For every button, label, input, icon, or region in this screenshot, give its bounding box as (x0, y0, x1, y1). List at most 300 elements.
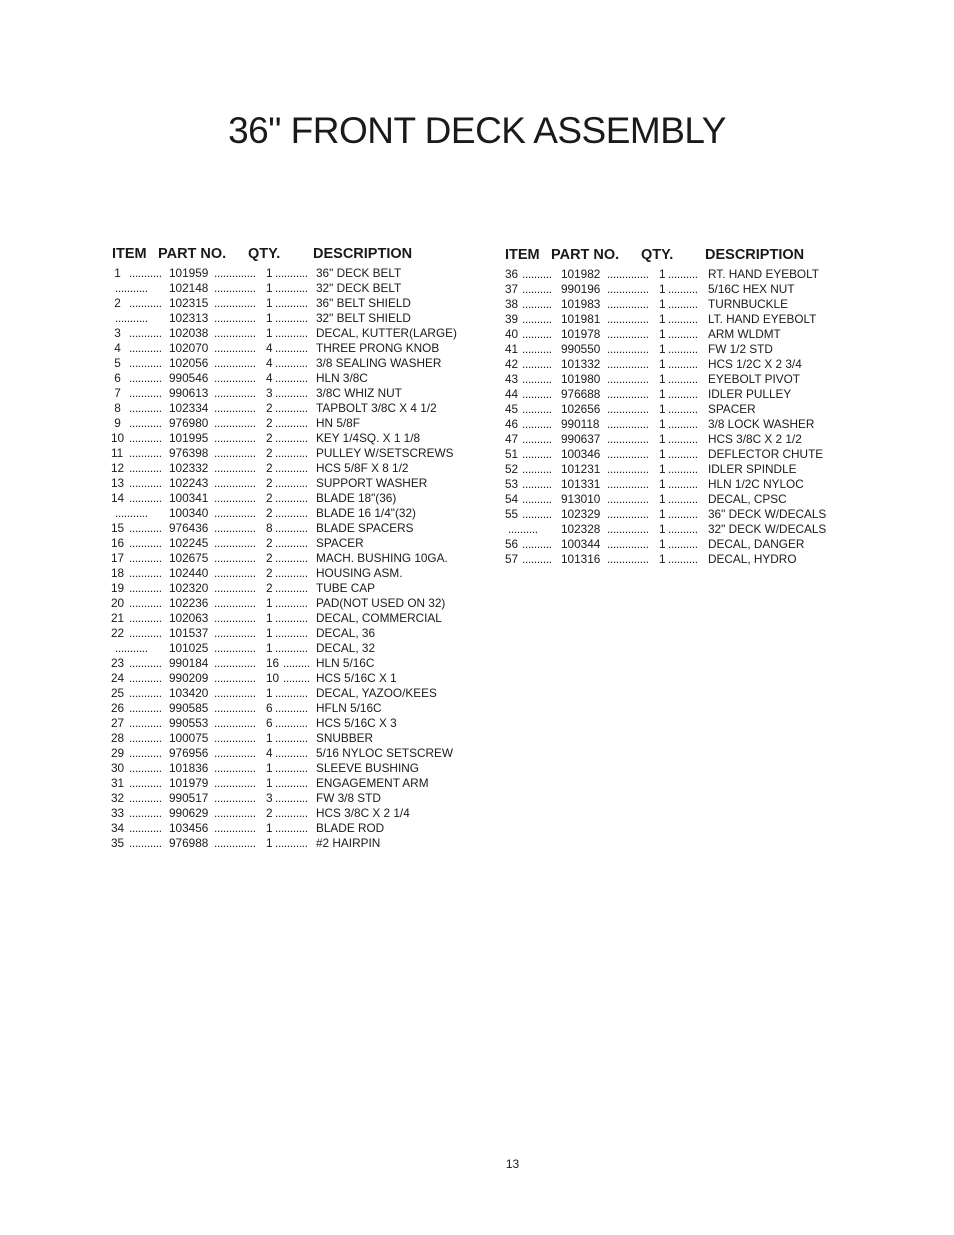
page-title: 36" FRONT DECK ASSEMBLY (228, 110, 726, 151)
description: PULLEY W/SETSCREWS (316, 446, 454, 460)
leader-dots: .............. (214, 416, 256, 430)
leader-dots: .......... (522, 372, 552, 386)
leader-dots: ........... (275, 536, 308, 550)
item-number: 56 (505, 537, 519, 551)
leader-dots: ........... (129, 356, 162, 370)
quantity: 1 (659, 522, 666, 536)
description: HCS 3/8C X 2 1/2 (708, 432, 802, 446)
description: HOUSING ASM. (316, 566, 403, 580)
parts-row (111, 416, 481, 431)
leader-dots: .......... (522, 507, 552, 521)
part-number: 990637 (561, 432, 601, 446)
quantity: 1 (659, 417, 666, 431)
item-number: 12 (111, 461, 125, 475)
leader-dots: ........... (129, 416, 162, 430)
item-number: 5 (111, 356, 121, 370)
item-number: 19 (111, 581, 125, 595)
leader-dots: .......... (668, 357, 698, 371)
leader-dots: .......... (668, 267, 698, 281)
leader-dots: ........... (129, 611, 162, 625)
leader-dots: .......... (668, 522, 698, 536)
item-number: 54 (505, 492, 519, 506)
leader-dots: .......... (522, 387, 552, 401)
quantity: 4 (266, 371, 273, 385)
leader-dots: ........... (275, 371, 308, 385)
quantity: 8 (266, 521, 273, 535)
header-part-no: PART NO. (551, 247, 620, 263)
leader-dots: .......... (668, 282, 698, 296)
description: HCS 3/8C X 2 1/4 (316, 806, 410, 820)
leader-dots: .............. (607, 477, 649, 491)
part-number: 990613 (169, 386, 209, 400)
item-number: 13 (111, 476, 125, 490)
quantity: 2 (266, 416, 273, 430)
leader-dots: .............. (214, 716, 256, 730)
leader-dots: ........... (129, 536, 162, 550)
part-number: 976398 (169, 446, 209, 460)
part-number: 976956 (169, 746, 209, 760)
description: DECAL, YAZOO/KEES (316, 686, 437, 700)
leader-dots: ........... (275, 806, 308, 820)
leader-dots: .............. (214, 701, 256, 715)
leader-dots: ........... (129, 806, 162, 820)
quantity: 6 (266, 701, 273, 715)
description: 36" BELT SHIELD (316, 296, 411, 310)
leader-dots: .......... (668, 417, 698, 431)
quantity: 3 (266, 791, 273, 805)
leader-dots: ........... (275, 581, 308, 595)
part-number: 102656 (561, 402, 601, 416)
part-number: 102313 (169, 311, 209, 325)
item-number: 41 (505, 342, 519, 356)
leader-dots: .............. (607, 507, 649, 521)
header-item: ITEM (505, 247, 540, 263)
parts-row (503, 327, 848, 342)
leader-dots: .............. (214, 671, 256, 685)
item-number: 47 (505, 432, 519, 446)
quantity: 16 (266, 656, 280, 670)
quantity: 2 (266, 566, 273, 580)
item-number: 23 (111, 656, 125, 670)
leader-dots: ........... (129, 521, 162, 535)
leader-dots: ........... (115, 641, 148, 655)
part-number: 102245 (169, 536, 209, 550)
parts-row (111, 311, 481, 326)
leader-dots: ........... (275, 506, 308, 520)
leader-dots: ........... (129, 266, 162, 280)
leader-dots: ........... (115, 506, 148, 520)
quantity: 1 (659, 342, 666, 356)
leader-dots: .......... (522, 462, 552, 476)
leader-dots: ........... (275, 446, 308, 460)
quantity: 2 (266, 806, 273, 820)
parts-row (503, 552, 848, 567)
part-number: 102328 (561, 522, 601, 536)
item-number: 10 (111, 431, 125, 445)
item-number: 37 (505, 282, 519, 296)
part-number: 101231 (561, 462, 601, 476)
leader-dots: .............. (214, 461, 256, 475)
quantity: 1 (659, 507, 666, 521)
description: PAD(NOT USED ON 32) (316, 596, 446, 610)
part-number: 102070 (169, 341, 209, 355)
description: RT. HAND EYEBOLT (708, 267, 820, 281)
leader-dots: .............. (607, 432, 649, 446)
leader-dots: .......... (522, 357, 552, 371)
leader-dots: .............. (214, 626, 256, 640)
description: 3/8 LOCK WASHER (708, 417, 815, 431)
part-number: 100340 (169, 506, 209, 520)
leader-dots: .............. (607, 372, 649, 386)
header-qty: QTY. (248, 246, 281, 262)
quantity: 1 (266, 596, 273, 610)
leader-dots: ........... (275, 431, 308, 445)
parts-row (503, 477, 848, 492)
leader-dots: .......... (508, 522, 538, 536)
description: DECAL, 32 (316, 641, 376, 655)
leader-dots: .............. (214, 551, 256, 565)
parts-row (111, 686, 481, 701)
item-number: 43 (505, 372, 519, 386)
parts-row (503, 342, 848, 357)
quantity: 1 (659, 327, 666, 341)
parts-list-header (503, 247, 848, 266)
item-number: 24 (111, 671, 125, 685)
part-number: 100075 (169, 731, 209, 745)
leader-dots: .......... (668, 372, 698, 386)
part-number: 101981 (561, 312, 601, 326)
parts-row (503, 357, 848, 372)
item-number: 57 (505, 552, 519, 566)
item-number: 22 (111, 626, 125, 640)
part-number: 102334 (169, 401, 209, 415)
parts-row (111, 746, 481, 761)
leader-dots: .............. (607, 357, 649, 371)
parts-row (111, 596, 481, 611)
leader-dots: .............. (214, 776, 256, 790)
parts-row (111, 296, 481, 311)
item-number: 16 (111, 536, 125, 550)
item-number: 2 (111, 296, 121, 310)
leader-dots: .............. (607, 522, 649, 536)
leader-dots: ........... (275, 311, 308, 325)
part-number: 101979 (169, 776, 209, 790)
leader-dots: ........... (275, 476, 308, 490)
leader-dots: .......... (522, 402, 552, 416)
quantity: 1 (659, 387, 666, 401)
quantity: 1 (266, 311, 273, 325)
item-number: 55 (505, 507, 519, 521)
leader-dots: .......... (668, 462, 698, 476)
leader-dots: ........... (275, 761, 308, 775)
parts-rows-left (111, 266, 481, 851)
leader-dots: ........... (129, 746, 162, 760)
leader-dots: .............. (607, 267, 649, 281)
description: HLN 1/2C NYLOC (708, 477, 804, 491)
leader-dots: .............. (214, 566, 256, 580)
parts-row (503, 417, 848, 432)
quantity: 2 (266, 491, 273, 505)
leader-dots: ........... (129, 461, 162, 475)
part-number: 102148 (169, 281, 209, 295)
part-number: 976436 (169, 521, 209, 535)
parts-row (111, 371, 481, 386)
description: 36" DECK W/DECALS (708, 507, 827, 521)
leader-dots: ........... (129, 596, 162, 610)
leader-dots: ........... (275, 401, 308, 415)
leader-dots: ........... (275, 611, 308, 625)
leader-dots: .............. (607, 282, 649, 296)
description: BLADE 16 1/4"(32) (316, 506, 416, 520)
leader-dots: ........... (129, 296, 162, 310)
description: LT. HAND EYEBOLT (708, 312, 817, 326)
parts-row (111, 701, 481, 716)
leader-dots: ........... (275, 821, 308, 835)
part-number: 101982 (561, 267, 601, 281)
quantity: 3 (266, 386, 273, 400)
part-number: 102243 (169, 476, 209, 490)
leader-dots: ........... (275, 596, 308, 610)
leader-dots: ........... (275, 791, 308, 805)
leader-dots: .............. (607, 552, 649, 566)
leader-dots: ........... (129, 551, 162, 565)
parts-row (503, 267, 848, 282)
description: ARM WLDMT (708, 327, 781, 341)
leader-dots: .......... (668, 507, 698, 521)
parts-row (111, 461, 481, 476)
part-number: 102332 (169, 461, 209, 475)
leader-dots: ........... (275, 686, 308, 700)
description: DEFLECTOR CHUTE (708, 447, 824, 461)
parts-row (111, 341, 481, 356)
description: HCS 5/8F X 8 1/2 (316, 461, 409, 475)
leader-dots: .............. (214, 686, 256, 700)
leader-dots: ........... (275, 461, 308, 475)
leader-dots: ........... (129, 326, 162, 340)
item-number: 33 (111, 806, 125, 820)
parts-row (111, 776, 481, 791)
leader-dots: ........... (129, 791, 162, 805)
item-number: 39 (505, 312, 519, 326)
leader-dots: .......... (522, 477, 552, 491)
item-number: 4 (111, 341, 121, 355)
leader-dots: ........... (275, 281, 308, 295)
leader-dots: ........... (129, 671, 162, 685)
parts-row (111, 611, 481, 626)
parts-row (111, 731, 481, 746)
parts-rows-right (503, 267, 848, 567)
leader-dots: ........... (129, 401, 162, 415)
part-number: 101332 (561, 357, 601, 371)
leader-dots: .............. (214, 371, 256, 385)
leader-dots: ......... (283, 671, 310, 685)
part-number: 913010 (561, 492, 601, 506)
leader-dots: .......... (522, 447, 552, 461)
parts-row (111, 821, 481, 836)
header-item: ITEM (112, 246, 147, 262)
item-number: 17 (111, 551, 125, 565)
description: ENGAGEMENT ARM (316, 776, 429, 790)
leader-dots: .............. (214, 311, 256, 325)
item-number: 28 (111, 731, 125, 745)
leader-dots: .............. (214, 521, 256, 535)
item-number: 31 (111, 776, 125, 790)
part-number: 103420 (169, 686, 209, 700)
quantity: 4 (266, 356, 273, 370)
leader-dots: .......... (668, 492, 698, 506)
parts-row (503, 312, 848, 327)
leader-dots: .......... (522, 312, 552, 326)
description: 32" DECK BELT (316, 281, 402, 295)
quantity: 2 (266, 581, 273, 595)
quantity: 1 (659, 552, 666, 566)
part-number: 101537 (169, 626, 209, 640)
quantity: 1 (266, 626, 273, 640)
item-number: 9 (111, 416, 121, 430)
part-number: 990629 (169, 806, 209, 820)
part-number: 102675 (169, 551, 209, 565)
parts-row (503, 492, 848, 507)
parts-row (111, 476, 481, 491)
part-number: 976988 (169, 836, 209, 850)
leader-dots: .......... (668, 342, 698, 356)
leader-dots: ........... (275, 491, 308, 505)
item-number: 30 (111, 761, 125, 775)
leader-dots: .............. (214, 836, 256, 850)
quantity: 1 (659, 402, 666, 416)
part-number: 976980 (169, 416, 209, 430)
part-number: 101025 (169, 641, 209, 655)
quantity: 1 (659, 477, 666, 491)
part-number: 102440 (169, 566, 209, 580)
leader-dots: .......... (522, 552, 552, 566)
parts-row (111, 491, 481, 506)
description: TURNBUCKLE (708, 297, 788, 311)
part-number: 101316 (561, 552, 601, 566)
parts-row (111, 521, 481, 536)
item-number: 27 (111, 716, 125, 730)
part-number: 102063 (169, 611, 209, 625)
part-number: 101978 (561, 327, 601, 341)
leader-dots: ........... (129, 431, 162, 445)
parts-row (111, 761, 481, 776)
description: HCS 1/2C X 2 3/4 (708, 357, 802, 371)
description: 36" DECK BELT (316, 266, 402, 280)
parts-row (503, 387, 848, 402)
description: DECAL, 36 (316, 626, 376, 640)
parts-row (111, 506, 481, 521)
leader-dots: ......... (283, 656, 310, 670)
parts-row (111, 551, 481, 566)
description: TAPBOLT 3/8C X 4 1/2 (316, 401, 437, 415)
leader-dots: .............. (214, 761, 256, 775)
leader-dots: .............. (214, 476, 256, 490)
parts-row (503, 462, 848, 477)
leader-dots: .......... (522, 537, 552, 551)
leader-dots: .............. (214, 341, 256, 355)
part-number: 102329 (561, 507, 601, 521)
parts-list-header (111, 246, 481, 265)
parts-row (111, 626, 481, 641)
leader-dots: ........... (275, 266, 308, 280)
leader-dots: .............. (214, 536, 256, 550)
parts-row (111, 716, 481, 731)
header-qty: QTY. (641, 247, 674, 263)
description: DECAL, DANGER (708, 537, 805, 551)
leader-dots: .............. (214, 611, 256, 625)
part-number: 101959 (169, 266, 209, 280)
description: KEY 1/4SQ. X 1 1/8 (316, 431, 421, 445)
quantity: 1 (266, 821, 273, 835)
leader-dots: .............. (214, 431, 256, 445)
item-number: 42 (505, 357, 519, 371)
parts-row (111, 806, 481, 821)
leader-dots: .............. (214, 266, 256, 280)
description: 32" BELT SHIELD (316, 311, 411, 325)
item-number: 32 (111, 791, 125, 805)
item-number: 29 (111, 746, 125, 760)
parts-row (111, 656, 481, 671)
leader-dots: ........... (129, 491, 162, 505)
leader-dots: ........... (129, 446, 162, 460)
quantity: 10 (266, 671, 280, 685)
leader-dots: .......... (668, 297, 698, 311)
description: HLN 5/16C (316, 656, 375, 670)
part-number: 103456 (169, 821, 209, 835)
quantity: 1 (266, 266, 273, 280)
item-number: 26 (111, 701, 125, 715)
leader-dots: .......... (668, 327, 698, 341)
item-number: 38 (505, 297, 519, 311)
quantity: 1 (659, 372, 666, 386)
leader-dots: .............. (607, 342, 649, 356)
parts-row (503, 447, 848, 462)
quantity: 1 (266, 761, 273, 775)
parts-row (111, 671, 481, 686)
parts-row (111, 536, 481, 551)
leader-dots: .............. (214, 506, 256, 520)
leader-dots: .............. (214, 326, 256, 340)
parts-row (111, 326, 481, 341)
item-number: 20 (111, 596, 125, 610)
description: SUPPORT WASHER (316, 476, 428, 490)
item-number: 11 (111, 446, 124, 460)
leader-dots: ........... (129, 836, 162, 850)
description: THREE PRONG KNOB (316, 341, 440, 355)
leader-dots: ........... (115, 281, 148, 295)
description: TUBE CAP (316, 581, 375, 595)
description: SLEEVE BUSHING (316, 761, 419, 775)
description: HCS 5/16C X 1 (316, 671, 397, 685)
item-number: 21 (111, 611, 125, 625)
leader-dots: .............. (214, 296, 256, 310)
item-number: 34 (111, 821, 125, 835)
part-number: 990546 (169, 371, 209, 385)
item-number: 45 (505, 402, 519, 416)
leader-dots: .......... (668, 402, 698, 416)
parts-row (111, 281, 481, 296)
item-number: 53 (505, 477, 519, 491)
leader-dots: .............. (214, 656, 256, 670)
description: DECAL, COMMERCIAL (316, 611, 442, 625)
leader-dots: .............. (214, 596, 256, 610)
quantity: 1 (266, 641, 273, 655)
leader-dots: .............. (214, 356, 256, 370)
leader-dots: .............. (214, 731, 256, 745)
parts-row (503, 402, 848, 417)
description: SPACER (708, 402, 756, 416)
part-number: 101980 (561, 372, 601, 386)
